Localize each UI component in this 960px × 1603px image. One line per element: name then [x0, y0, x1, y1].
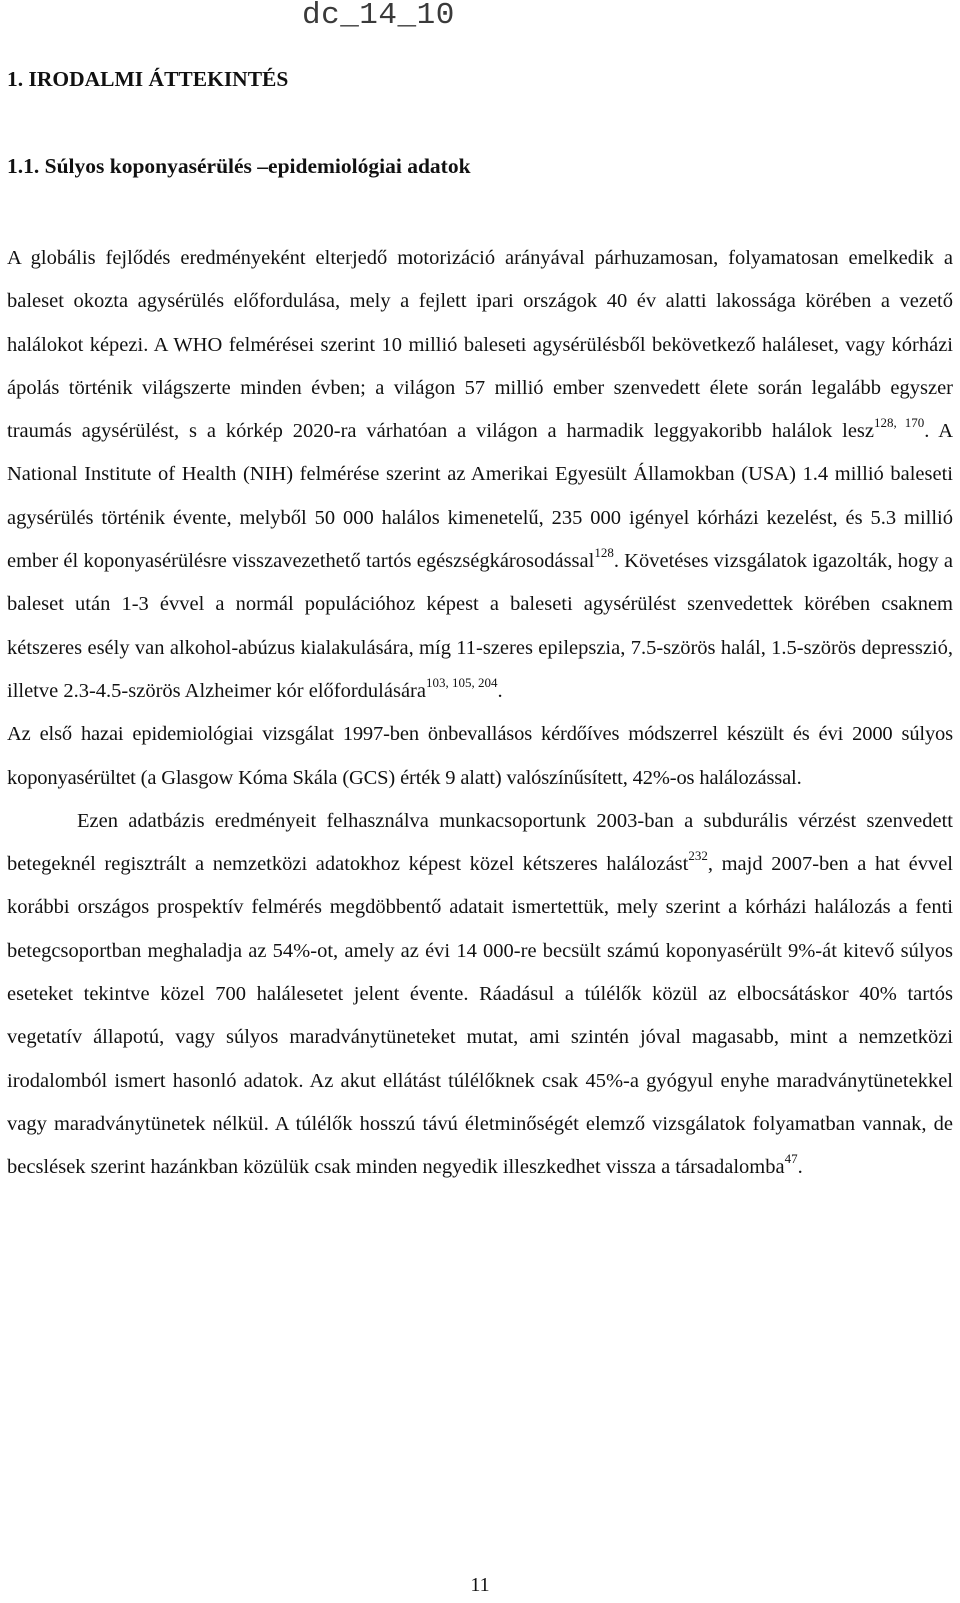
section-heading: 1.1. Súlyos koponyasérülés –epidemiológiai adatok — [7, 154, 471, 178]
citation-ref: 47 — [784, 1151, 798, 1167]
page-number: 11 — [470, 1574, 490, 1596]
paragraph-1-text-b: . A National Institute of Health (NIH) felmérése szerint az Amerikai Egyesült Államokban (USA) 1.4 millió baleseti agysérülés történik évente, melyből 50 000 halálos kimenetelű, 235 000 igényel kórházi kezelést, és 5.3 millió ember él koponyasérülésre visszavezethető tartós egészségkárosodással — [7, 420, 953, 573]
paragraph-1 — [7, 237, 953, 713]
paragraph-1-text-c: . Követéses vizsgálatok igazolták, hogy a baleset után 1-3 évvel a normál populációhoz képest a baleseti agysérülést szenvedettek körében csaknem kétszeres esély van alkohol-abúzus kialakulására, míg 11-szeres epilepszia, 7.5-szörös halál, 1.5-szörös depresszió, illetve 2.3-4.5-szörös Alzheimer kór előfordulására — [7, 550, 953, 702]
paragraph-1-text-d: . — [497, 679, 503, 702]
paragraph-2 — [7, 713, 953, 800]
citation-ref: 103, 105, 204 — [425, 674, 498, 690]
paragraph-3 — [7, 800, 953, 1190]
chapter-heading: 1. IRODALMI ÁTTEKINTÉS — [7, 67, 289, 91]
citation-ref: 128 — [594, 545, 614, 561]
paragraph-3-text-a: Ezen adatbázis eredményeit felhasználva munkacsoportunk 2003-ban a subdurális vérzést szenvedett betegeknél regisztrált a nemzetközi adatokhoz képest közel kétszeres halálozást — [7, 809, 953, 876]
paragraph-3-text-c: . — [797, 1156, 803, 1179]
citation-ref: 128, 170 — [874, 415, 925, 431]
citation-ref: 232 — [688, 848, 708, 864]
body-text — [7, 237, 953, 1190]
paragraph-1-text-a: A globális fejlődés eredményeként elterjedő motorizáció arányával párhuzamosan, folyamatosan emelkedik a baleset okozta agysérülés előfordulása, mely a fejlett ipari országok 40 év alatti lakossága körében a vezető halálokot képezi. A WHO felmérései szerint 10 millió baleseti agysérülésből bekövetkező haláleset, vagy kórházi ápolás történik világszerte minden évben; a világon 57 millió ember szenvedett élete során legalább egyszer traumás agysérülést, s a kórkép 2020-ra várhatóan a világon a harmadik leggyakoribb halálok lesz — [7, 247, 953, 443]
paragraph-3-text-b: , majd 2007-ben a hat évvel korábbi országos prospektív felmérés megdöbbentő adatait ismertettük, mely szerint a kórházi halálozás a fenti betegcsoportban meghaladja az 54%-ot, amely az évi 14 000-re becsült számú koponyasérült 9%-át kitevő súlyos eseteket tekintve közel 700 halálesetet jelent évente. Ráadásul a túlélők közül az elbocsátáskor 40% tartós vegetatív állapotú, vagy súlyos maradványtüneteket mutat, ami szintén jóval magasabb, mint a nemzetközi irodalomból ismert hasonló adatok. Az akut ellátást túlélőknek csak 45%-a gyógyul enyhe maradványtünetekkel vagy maradványtünetek nélkül. A túlélők hosszú távú életminőségét elemző vizsgálatok folyamatban vannak, de becslések szerint hazánkban közülük csak minden negyedik illeszkedhet vissza a társadalomba — [7, 853, 953, 1179]
paragraph-2-text: Az első hazai epidemiológiai vizsgálat 1997-ben önbevallásos kérdőíves módszerrel készült és évi 2000 súlyos koponyasérültet (a Glasgow Kóma Skála (GCS) érték 9 alatt) valószínűsített, 42%-os halálozással. — [7, 723, 953, 789]
document-id-header: dc_14_10 — [302, 0, 455, 33]
